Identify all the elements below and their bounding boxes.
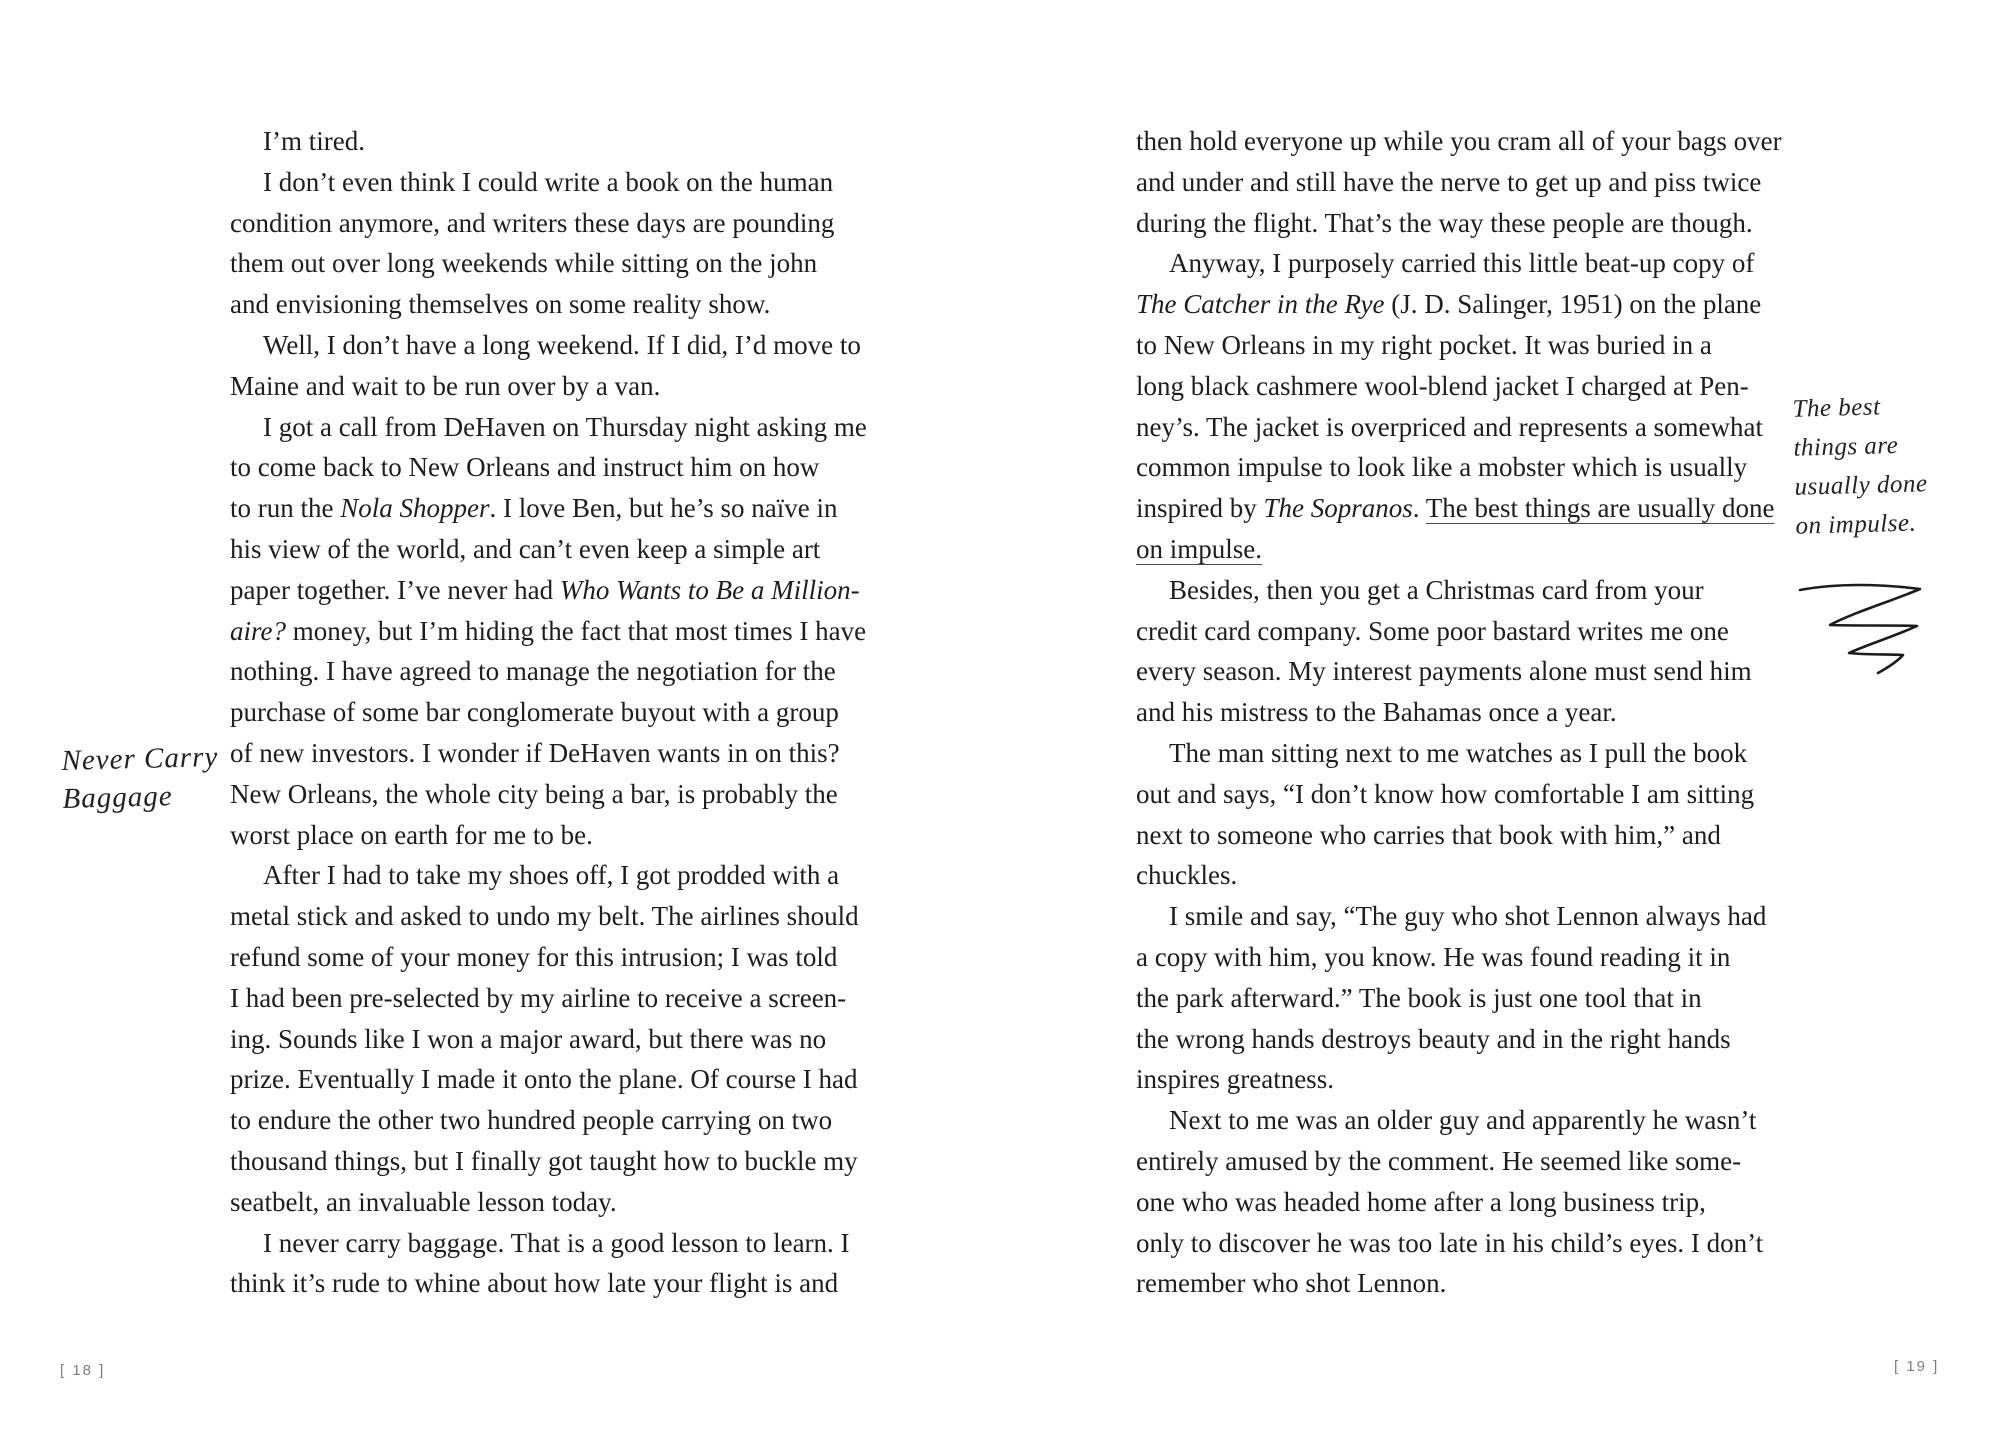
body-text: inspires greatness.: [1136, 1064, 1334, 1095]
body-text: his view of the world, and can’t even keep a simple art: [230, 533, 821, 564]
text-line: [1136, 162, 1801, 203]
text-line: [230, 488, 895, 529]
body-text: I smile and say, “The guy who shot Lennon always had: [1169, 901, 1767, 932]
body-text: every season. My interest payments alone must send him: [1136, 656, 1752, 687]
body-text: and under and still have the nerve to get up and piss twice: [1136, 166, 1762, 197]
body-text: out and says, “I don’t know how comfortable I am sitting: [1136, 778, 1755, 809]
text-line: [230, 1141, 895, 1182]
body-text: of new investors. I wonder if DeHaven wants in on this?: [230, 737, 840, 768]
text-line: [1136, 325, 1801, 366]
text-line: [1136, 937, 1801, 978]
text-line: [230, 1182, 895, 1223]
text-line: [230, 1059, 895, 1100]
body-text: to come back to New Orleans and instruct him on how: [230, 452, 820, 483]
body-text: (J. D. Salinger, 1951) on the plane: [1384, 289, 1762, 320]
body-text: remember who shot Lennon.: [1136, 1268, 1447, 1299]
body-text: nothing. I have agreed to manage the negotiation for the: [230, 656, 836, 687]
page-number-right: [ 19 ]: [1894, 1358, 1940, 1375]
italic-text: Nola Shopper: [340, 493, 490, 524]
text-line: [230, 162, 895, 203]
text-line: [230, 692, 895, 733]
left-page-text: [230, 121, 895, 1304]
text-line: [1136, 570, 1801, 611]
body-text: seatbelt, an invaluable lesson today.: [230, 1186, 617, 1217]
text-line: [230, 243, 895, 284]
text-line: [230, 733, 895, 774]
body-text: to run the: [230, 493, 341, 524]
text-line: [1136, 1141, 1801, 1182]
text-line: [1136, 121, 1801, 162]
text-line: [230, 896, 895, 937]
body-text: think it’s rude to whine about how late your flight is and: [230, 1268, 839, 1299]
body-text: the wrong hands destroys beauty and in the right hands: [1136, 1023, 1731, 1054]
body-text: and his mistress to the Bahamas once a year.: [1136, 697, 1617, 728]
scribble-doodle: [1797, 578, 1927, 680]
text-line: [1136, 611, 1801, 652]
text-line: [1136, 407, 1801, 448]
text-line: [230, 203, 895, 244]
text-line: [1136, 1059, 1801, 1100]
body-text: ing. Sounds like I won a major award, but there was no: [230, 1023, 827, 1054]
text-line: [1136, 692, 1801, 733]
body-text: chuckles.: [1136, 860, 1238, 891]
body-text: only to discover he was too late in his child’s eyes. I don’t: [1136, 1227, 1764, 1258]
body-text: I never carry baggage. That is a good lesson to learn. I: [263, 1227, 850, 1258]
text-line: [230, 1019, 895, 1060]
text-line: [230, 937, 895, 978]
body-text: I don’t even think I could write a book on the human: [263, 166, 834, 197]
body-text: to endure the other two hundred people carrying on two: [230, 1105, 833, 1136]
body-text: worst place on earth for me to be.: [230, 819, 593, 850]
body-text: The man sitting next to me watches as I pull the book: [1169, 737, 1748, 768]
text-line: [1136, 978, 1801, 1019]
text-line: [1136, 1019, 1801, 1060]
text-line: [1136, 855, 1801, 896]
text-line: [1136, 1100, 1801, 1141]
text-line: [230, 651, 895, 692]
text-line: [1136, 815, 1801, 856]
body-text: next to someone who carries that book with him,” and: [1136, 819, 1721, 850]
text-line: [230, 366, 895, 407]
body-text: purchase of some bar conglomerate buyout with a group: [230, 697, 839, 728]
text-line: [230, 447, 895, 488]
body-text: I got a call from DeHaven on Thursday night asking me: [263, 411, 867, 442]
body-text: .: [1412, 493, 1426, 524]
underlined-text: The best things are usually done: [1425, 493, 1775, 524]
text-line: [230, 1263, 895, 1304]
text-line: [230, 284, 895, 325]
italic-text: The Sopranos: [1263, 493, 1413, 524]
body-text: refund some of your money for this intrusion; I was told: [230, 941, 838, 972]
body-text: one who was headed home after a long business trip,: [1136, 1186, 1706, 1217]
body-text: After I had to take my shoes off, I got prodded with a: [263, 860, 840, 891]
text-line: [230, 325, 895, 366]
body-text: . I love Ben, but he’s so naïve in: [489, 493, 838, 524]
text-line: [230, 815, 895, 856]
italic-text: The Catcher in the Rye: [1136, 289, 1385, 320]
text-line: [1136, 243, 1801, 284]
body-text: to New Orleans in my right pocket. It was buried in a: [1136, 329, 1712, 360]
body-text: then hold everyone up while you cram all of your bags over: [1136, 126, 1782, 156]
text-line: [230, 1100, 895, 1141]
text-line: [230, 570, 895, 611]
text-line: [1136, 366, 1801, 407]
text-line: [1136, 447, 1801, 488]
body-text: Well, I don’t have a long weekend. If I did, I’d move to: [263, 329, 861, 360]
body-text: them out over long weekends while sitting on the john: [230, 248, 818, 279]
body-text: I’m tired.: [263, 126, 365, 156]
body-text: money, but I’m hiding the fact that most times I have: [286, 615, 867, 646]
body-text: during the flight. That’s the way these people are though.: [1136, 207, 1753, 238]
body-text: a copy with him, you know. He was found reading it in: [1136, 941, 1731, 972]
page-number-left: [ 18 ]: [60, 1362, 106, 1379]
text-line: [1136, 203, 1801, 244]
text-line: [230, 121, 895, 162]
text-line: [1136, 896, 1801, 937]
text-line: [1136, 529, 1801, 570]
body-text: paper together. I’ve never had: [230, 574, 560, 605]
text-line: [1136, 1263, 1801, 1304]
body-text: inspired by: [1136, 493, 1264, 524]
body-text: New Orleans, the whole city being a bar, is probably the: [230, 778, 838, 809]
body-text: entirely amused by the comment. He seemed like some-: [1136, 1145, 1742, 1176]
body-text: prize. Eventually I made it onto the plane. Of course I had: [230, 1064, 858, 1095]
italic-text: aire?: [230, 615, 286, 646]
italic-text: Who Wants to Be a Million-: [559, 574, 860, 605]
body-text: thousand things, but I finally got taught how to buckle my: [230, 1145, 858, 1176]
text-line: [1136, 651, 1801, 692]
text-line: [1136, 1182, 1801, 1223]
text-line: [230, 978, 895, 1019]
text-line: [1136, 733, 1801, 774]
text-line: [230, 529, 895, 570]
body-text: Anyway, I purposely carried this little beat-up copy of: [1169, 248, 1755, 279]
body-text: Maine and wait to be run over by a van.: [230, 370, 661, 401]
body-text: Next to me was an older guy and apparently he wasn’t: [1169, 1105, 1757, 1136]
margin-note-right: The best things are usually done on impulse.: [1792, 393, 1928, 540]
text-line: [230, 611, 895, 652]
text-line: [1136, 488, 1801, 529]
margin-note-left: Never Carry Baggage: [61, 740, 219, 816]
body-text: condition anymore, and writers these days are pounding: [230, 207, 835, 238]
body-text: I had been pre-selected by my airline to receive a screen-: [230, 982, 847, 1013]
underlined-text: on impulse.: [1136, 533, 1262, 564]
text-line: [1136, 284, 1801, 325]
text-line: [230, 774, 895, 815]
text-line: [230, 1223, 895, 1264]
body-text: metal stick and asked to undo my belt. The airlines should: [230, 901, 859, 932]
right-page-text: [1136, 121, 1801, 1304]
body-text: common impulse to look like a mobster which is usually: [1136, 452, 1748, 483]
body-text: the park afterward.” The book is just one tool that in: [1136, 982, 1702, 1013]
body-text: long black cashmere wool-blend jacket I charged at Pen-: [1136, 370, 1749, 401]
body-text: ney’s. The jacket is overpriced and represents a somewhat: [1136, 411, 1764, 442]
text-line: [230, 855, 895, 896]
text-line: [1136, 774, 1801, 815]
text-line: [230, 407, 895, 448]
text-line: [1136, 1223, 1801, 1264]
body-text: and envisioning themselves on some reality show.: [230, 289, 771, 320]
body-text: credit card company. Some poor bastard writes me one: [1136, 615, 1729, 646]
body-text: Besides, then you get a Christmas card from your: [1169, 574, 1704, 605]
